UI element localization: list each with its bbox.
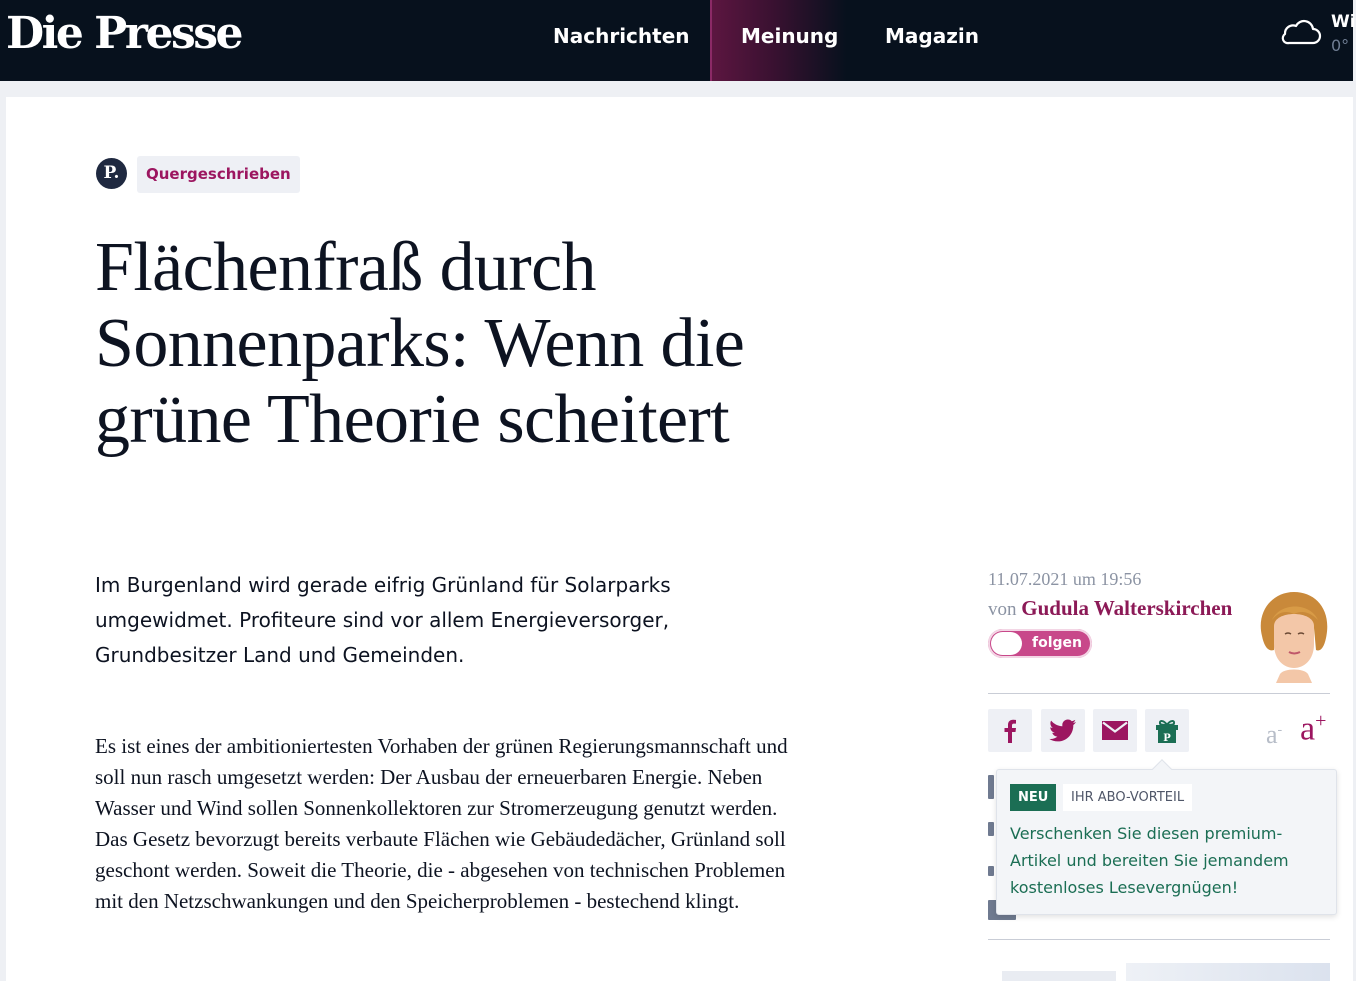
share-mail-button[interactable]: [1093, 709, 1137, 752]
font-size-increase-button[interactable]: a+: [1300, 710, 1327, 748]
facebook-icon: [1003, 719, 1017, 743]
sidebar-divider: [988, 939, 1330, 940]
article-lead: Im Burgenland wird gerade eifrig Grünland für Solarparks umgewidmet. Profiteure sind vor allem Energieversorger, Grundbesitzer Land und Gemeinden.: [95, 573, 671, 667]
nav-item-magazin[interactable]: Magazin: [885, 24, 979, 48]
gift-article-button[interactable]: [1145, 709, 1189, 752]
author-avatar[interactable]: [1254, 588, 1334, 683]
top-navigation-bar: [0, 0, 1356, 81]
presse-premium-badge: P.: [96, 158, 127, 189]
teaser-thumbnail[interactable]: [1002, 971, 1116, 981]
sidebar-divider: [988, 693, 1330, 694]
side-rail-marker: [988, 822, 994, 836]
new-badge: NEU: [1010, 784, 1056, 811]
author-line: [988, 596, 1232, 621]
font-size-decrease-button[interactable]: a-: [1266, 720, 1283, 749]
weather-temperature: 0°: [1331, 36, 1350, 55]
tooltip-message: Verschenken Sie diesen premium-Artikel und bereiten Sie jemandem kostenloses Lesevergnügen!: [1010, 824, 1289, 897]
site-logo[interactable]: Die Presse: [6, 8, 241, 59]
side-rail-marker: [988, 866, 994, 876]
side-rail-marker: [988, 775, 994, 799]
category-tag[interactable]: Quergeschrieben: [137, 156, 300, 193]
nav-item-meinung[interactable]: Meinung: [710, 0, 846, 81]
article-headline: Flächenfraß durch Sonnenparks: Wenn die grüne Theorie scheitert: [95, 229, 745, 458]
cloud-icon: [1279, 18, 1321, 46]
toggle-knob: [991, 632, 1022, 655]
twitter-icon: [1049, 719, 1077, 743]
mail-icon: [1102, 721, 1128, 740]
abo-benefit-badge: IHR ABO-VORTEIL: [1063, 784, 1192, 811]
author-prefix: von: [988, 599, 1017, 620]
article-body: Es ist eines der ambitioniertesten Vorhaben der grünen Regierungsmannschaft und soll nun rasch umgesetzt werden: Der Ausbau der erneuerbaren Energie. Neben Wasser und Wind sollen Sonnenkollektoren zur Stromerzeugung genutzt werden. Das Gesetz bevorzugt bereits verbaute Flächen wie Gebäudedächer, Grünland soll geschont werden. Soweit die Theorie, die - abgesehen von technischen Problemen mit den Netzschwankungen und den Speicherproblemen - bestechend klingt.: [95, 734, 788, 913]
follow-label: folgen: [1032, 635, 1082, 651]
teaser-thumbnail[interactable]: [1126, 963, 1330, 981]
nav-item-nachrichten[interactable]: Nachrichten: [553, 24, 690, 48]
share-facebook-button[interactable]: [988, 709, 1032, 752]
gift-icon: [1154, 718, 1180, 744]
gift-article-tooltip[interactable]: [996, 769, 1337, 915]
follow-author-toggle[interactable]: [988, 629, 1092, 658]
author-name[interactable]: Gudula Walterskirchen: [1021, 596, 1233, 620]
publish-date: 11.07.2021 um 19:56: [988, 569, 1142, 589]
share-twitter-button[interactable]: [1041, 709, 1085, 752]
weather-city[interactable]: Wi: [1331, 12, 1356, 32]
svg-text:P: P: [1163, 732, 1171, 744]
